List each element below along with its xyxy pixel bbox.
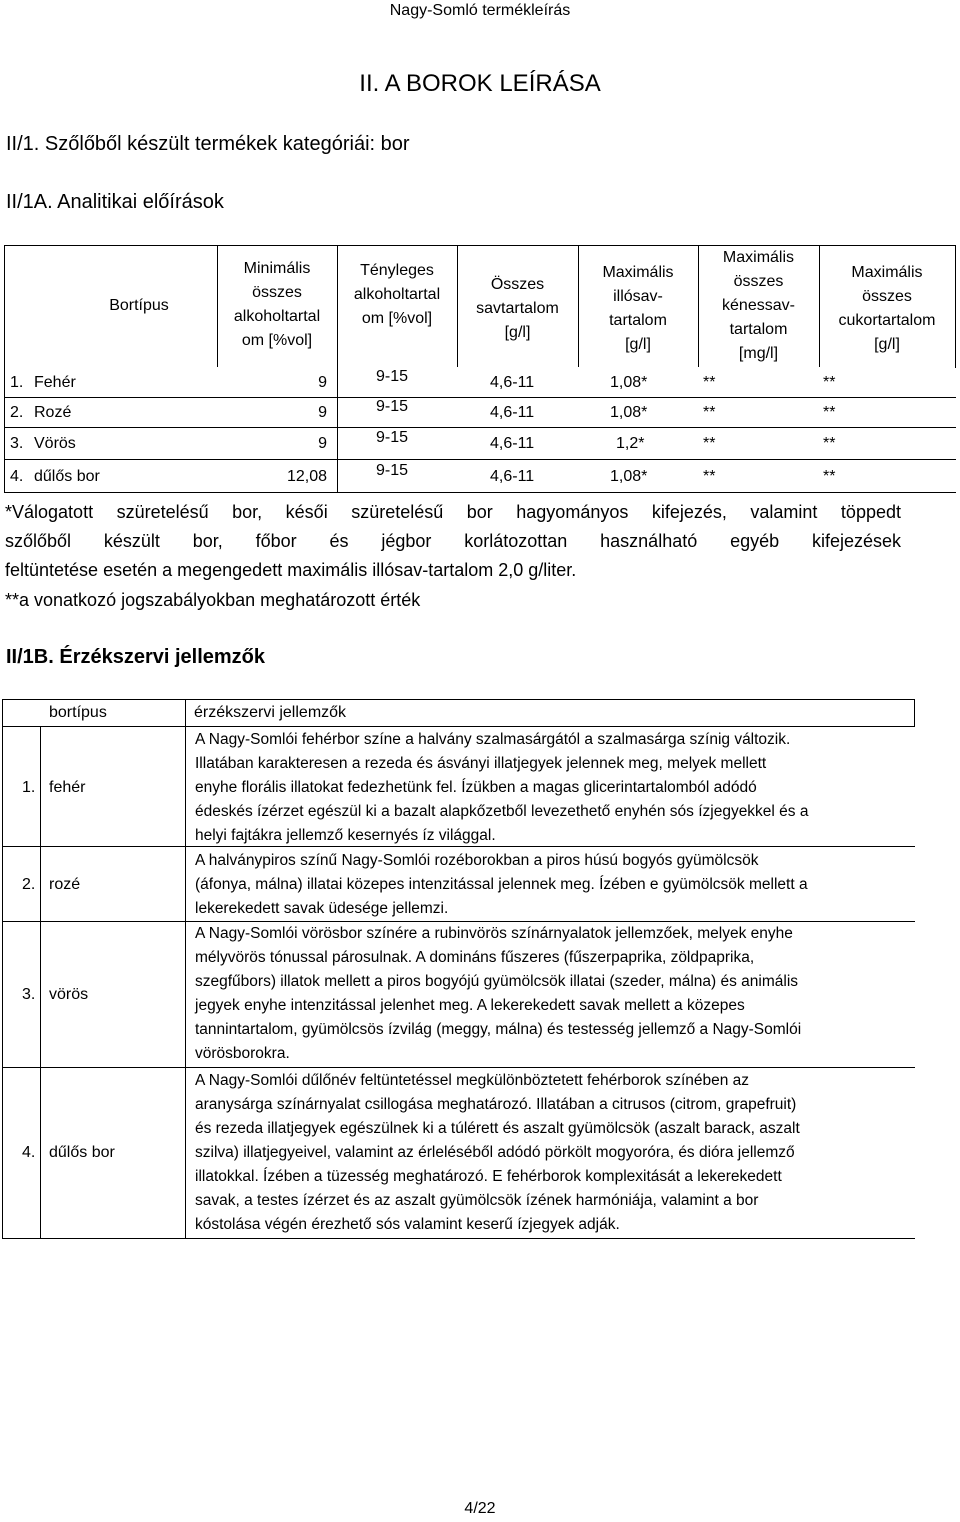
header-bortipus: Bortípus [109,297,169,314]
sensory-table: bortípus érzékszervi jellemzők 1. fehér A Nagy-Somlói fehérbor színe a halvány szalmasárgától a szalmasárga színig változik. Illatában karakteresen a rezeda és ásványi illatjegyek jelennek meg, melyek mellett enyhe florális illatokat fedezhetünk fel. Ízükben a magas glicerintartalomból adódó édeskés ízérzet egészül ki a bazalt alapkőzetből levezethető enyhén sós ízjegyekkel és a helyi fajtákra jellemző kesernyés íz világgal. 2. rozé A halványpiros színű Nagy-Somlói rozéborokban a piros húsú bogyós gyümölcsök (áfonya, málna) illatai közepes intenzitással jelennek meg. Ízében e gyümölcsök mellett a lekerekedett savak üdesége jellemzi. 3. vörös A Nagy-Somlói vörösbor színére a rubinvörös színárnyalatok jellemzőek, melyek enyhe mélyvörös tónussal párosulnak. A domináns fűszeres (fűszerpaprika, zöldpaprika, szegfűbors) illatok mellett a piros bogyójú gyümölcsök illatai (szeder, málna) és animális jegyek enyhe intenzitással jelenhet meg. A lekerekedett savak mellett a közepes tannintartalom, gyümölcsös ízvilág (meggy, málna) és testesség jellemző a Nagy-Somlói vörösborokra. 4. dűlős bor A Nagy-Somlói dűlőnév feltüntetéssel megkülönböztetett fehérborok színében az aranysárga színárnyalat csillogása meghatározó. Illatában a citrusos (citrom, grapefruit) és rezeda illatjegyek egészülnek ki a túlérett és aszalt gyümölcsök (aszalt barack, aszalt szilva) illatjegyeivel, valamint az érleléséből adódó pörkölt mogyoróra, és dióra jellemző illatokkal. Ízében a tüzesség meghatározó. E fehérborok komplexitását a lekerekedett savak, a testes ízérzet és az aszalt gyümölcsök ízének harmóniája, valamint a bor kóstolása végén érezhető sós valamint keserű ízjegyek adják. [2,699,915,1239]
analytics-table: Bortípus Minimális összes alkoholtartal om [%vol] Tényleges alkoholtartal om [%vol] Összes savtartalom [g/l] Maximális illósav- tartalom [g/l] Maximális összes kénessav- tartalom [mg/l] Maximális összes cukortartalom [g/l] 1. Fehér 9 9-15 4,6-11 1,08* ** ** 2. Rozé 9 9-15 4,6-11 1,08* ** ** 3. Vörös 9 9-15 4,6-11 1,2* ** ** 4. dűlős bor 12,08 9-15 4,6-11 1,08* ** ** [4,245,956,493]
header-actual-alcohol: Tényleges alkoholtartal om [%vol] [353,262,441,327]
section-title-1b: II/1B. Érzékszervi jellemzők [6,646,266,668]
section-title-1: II/1. Szőlőből készült termékek kategóriái: bor [6,133,410,155]
main-title: II. A BOROK LEÍRÁSA [359,70,601,97]
col-header-sensory: érzékszervi jellemzők [194,704,347,721]
header-volatile-acid: Maximális illósav- tartalom [g/l] [602,264,674,353]
footnote-volatile: *Válogatott szüretelésű bor, késői szüretelésű bor hagyományos kifejezés, valamint töppedt szőlőből készült bor, főbor és jégbor korlátozottan használható egyéb kifejezések feltüntetése esetén a megengedett maximális illósav-tartalom 2,0 g/liter. [5,502,901,580]
page-header: Nagy-Somló termékleírás [389,2,571,19]
header-so2: Maximális összes kénessav- tartalom [mg/l] [722,249,795,362]
header-total-acid: Összes savtartalom [g/l] [476,276,559,341]
header-sugar: Maximális összes cukortartalom [g/l] [838,264,936,353]
page-number: 4/22 [464,1500,496,1517]
header-min-alcohol: Minimális összes alkoholtartal om [%vol] [233,260,321,349]
col-header-bortipus: bortípus [49,704,107,721]
section-title-1a: II/1A. Analitikai előírások [6,191,224,213]
footnote-regulation: **a vonatkozó jogszabályokban meghatározott érték [5,590,421,610]
